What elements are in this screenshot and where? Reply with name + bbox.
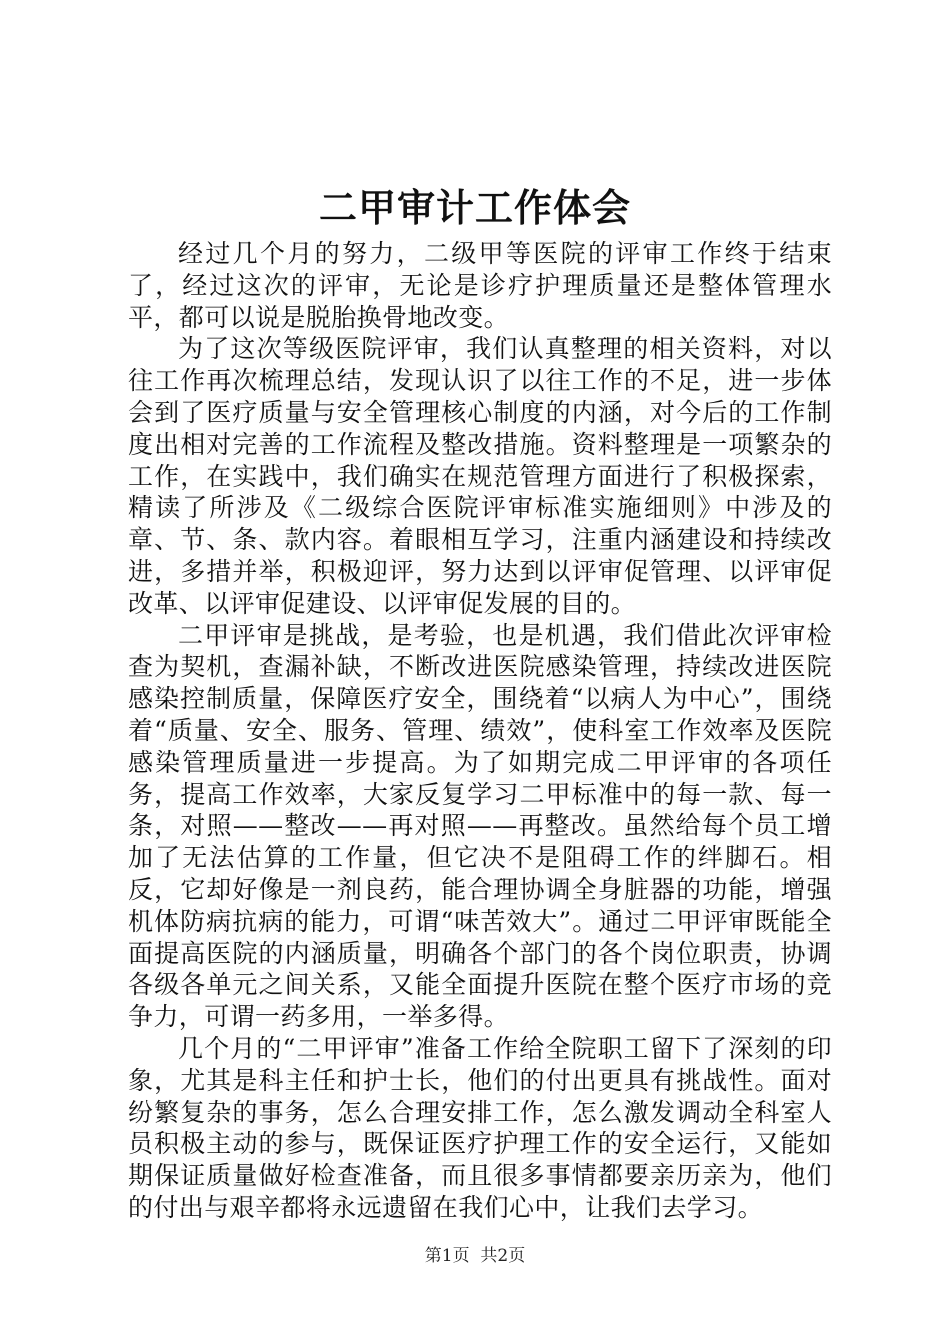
paragraph-3: 二甲评审是挑战，是考验，也是机遇，我们借此次评审检查为契机，查漏补缺，不断改进医院感染管理，持续改进医院感染控制质量，保障医疗安全，围绕着“以病人为中心”，围绕着“质量、安全、服务、管理、绩效”，使科室工作效率及医院感染管理质量进一步提高。为了如期完成二甲评审的各项任务，提高工作效率，大家反复学习二甲标准中的每一款、每一条，对照——整改——再对照——再整改。虽然给每个员工增加了无法估算的工作量，但它决不是阻碍工作的绊脚石。相反，它却好像是一剂良药，能合理协调全身脏器的功能，增强机体防病抗病的能力，可谓“味苦效大”。通过二甲评审既能全面提高医院的内涵质量，明确各个部门的各个岗位职责，协调各级各单元之间关系，又能全面提升医院在整个医疗市场的竞争力，可谓一药多用，一举多得。 <box>128 620 832 1032</box>
page-footer <box>0 1244 950 1268</box>
footer-spacer <box>470 1246 481 1266</box>
document-title: 二甲审计工作体会 <box>318 185 631 230</box>
paragraph-4: 几个月的“二甲评审”准备工作给全院职工留下了深刻的印象，尤其是科主任和护士长，他们的付出更具有挑战性。面对纷繁复杂的事务，怎么合理安排工作，怎么激发调动全科室人员积极主动的参与，既保证医疗护理工作的安全运行，又能如期保证质量做好检查准备，而且很多事情都要亲历亲为，他们的付出与艰辛都将永远遗留在我们心中，让我们去学习。 <box>128 1033 832 1222</box>
page-number-total: 共2页 <box>480 1246 526 1266</box>
page-number-current: 第1页 <box>424 1246 470 1266</box>
paragraph-2: 为了这次等级医院评审，我们认真整理的相关资料，对以往工作再次梳理总结，发现认识了以往工作的不足，进一步体会到了医疗质量与安全管理核心制度的内涵，对今后的工作制度出相对完善的工作流程及整改措施。资料整理是一项繁杂的工作，在实践中，我们确实在规范管理方面进行了积极探索，精读了所涉及《二级综合医院评审标准实施细则》中涉及的章、节、条、款内容。着眼相互学习，注重内涵建设和持续改进，多措并举，积极迎评，努力达到以评审促管理、以评审促改革、以评审促建设、以评审促发展的目的。 <box>128 334 832 618</box>
paragraph-1: 经过几个月的努力，二级甲等医院的评审工作终于结束了，经过这次的评审，无论是诊疗护理质量还是整体管理水平，都可以说是脱胎换骨地改变。 <box>128 239 832 332</box>
document-body <box>128 238 832 1224</box>
